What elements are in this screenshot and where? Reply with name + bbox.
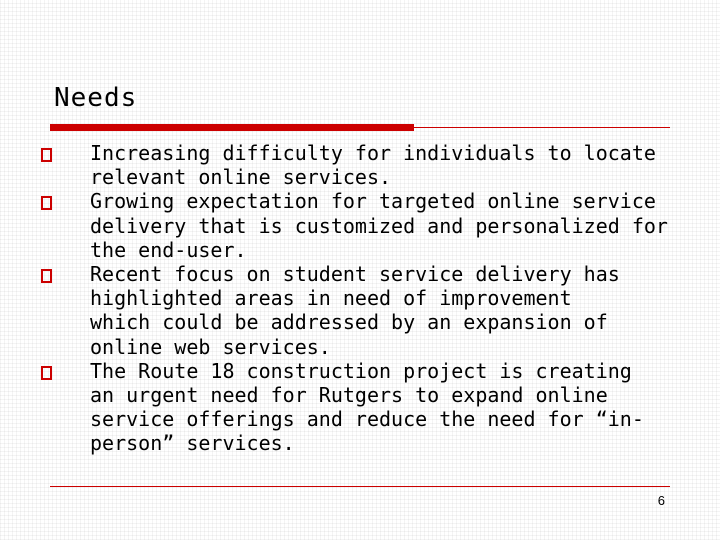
footer-divider [50,486,670,487]
bullet-text-line: delivery that is customized and personalized for [90,213,668,238]
hollow-square-bullet-icon [41,196,52,210]
bullet-item [40,359,680,456]
bullet-text-line: online web services. [90,334,331,359]
bullet-text-line: person” services. [90,431,295,456]
bullet-item [40,189,680,262]
bullet-text-line: highlighted areas in need of improvement [90,286,572,311]
bullet-item [40,141,680,189]
hollow-square-bullet-icon [41,366,52,380]
bullet-text-line: relevant online services. [90,165,392,190]
bullet-text-line: the end-user. [90,237,247,262]
title-underline-thin [414,127,670,128]
hollow-square-bullet-icon [41,269,52,283]
slide-title: Needs [54,83,138,113]
bullet-text-line: service offerings and reduce the need for “in- [90,407,644,432]
bullet-text-line: which could be addressed by an expansion of [90,310,608,335]
bullet-item [40,262,680,359]
bullet-list [40,141,680,456]
bullet-text-line: Growing expectation for targeted online service [90,189,656,214]
bullet-text-line: an urgent need for Rutgers to expand online [90,383,608,408]
bullet-text-line: Increasing difficulty for individuals to locate [90,141,656,165]
bullet-text-line: Recent focus on student service delivery has [90,262,620,287]
page-number: 6 [657,493,665,508]
hollow-square-bullet-icon [41,148,52,162]
title-underline-thick [50,124,414,131]
bullet-text-line: The Route 18 construction project is creating [90,358,632,383]
